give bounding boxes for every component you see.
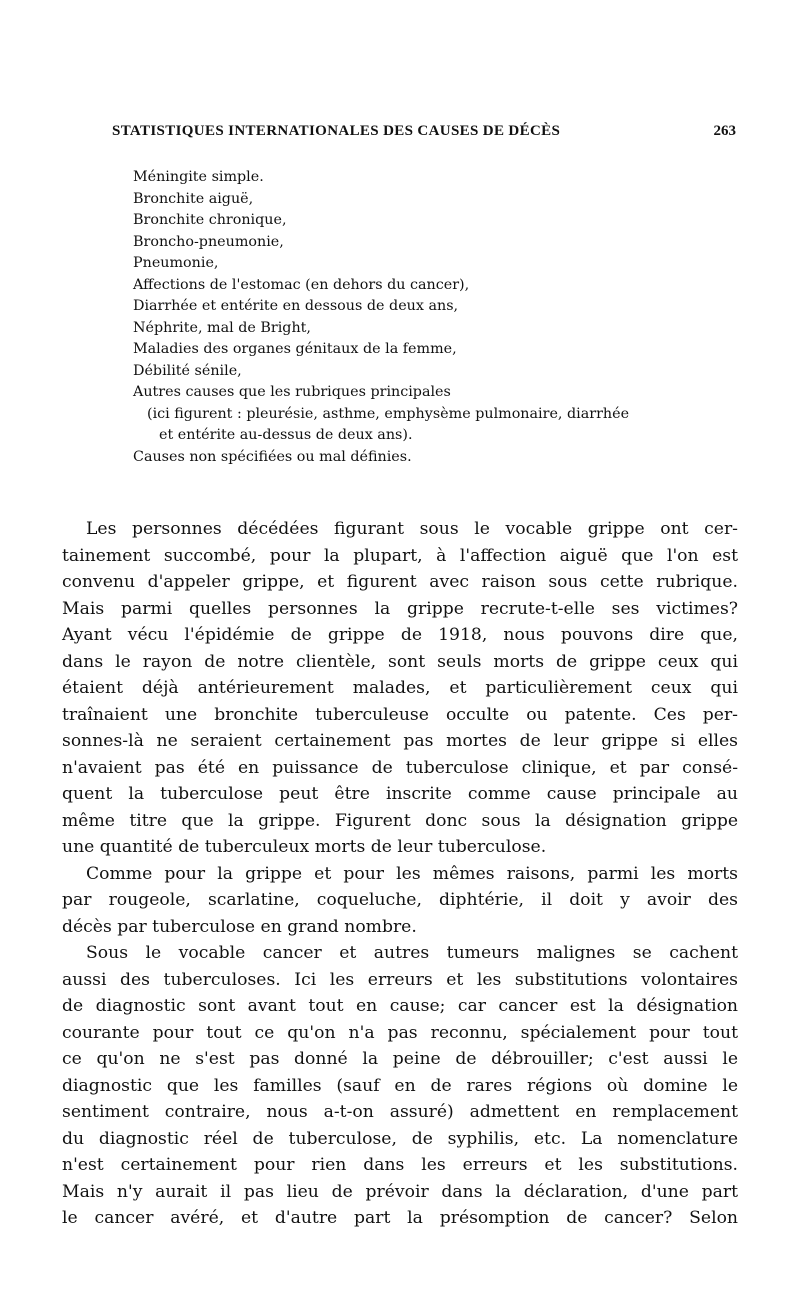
cause-list-item-continuation: (ici figurent : pleurésie, asthme, emphysème pulmonaire, diarrhée (147, 405, 630, 422)
paragraph-line: sonnes-là ne seraient certainement pas mortes de leur grippe si elles (62, 731, 738, 751)
cause-list-item-continuation: et entérite au-dessus de deux ans). (159, 427, 413, 443)
paragraph-line: aussi des tuberculoses. Ici les erreurs et les substitutions volontaires (62, 969, 738, 990)
paragraph-line: quent la tuberculose peut être inscrite comme cause principale au (62, 784, 738, 804)
paragraph-line: de diagnostic sont avant tout en cause; car cancer est la désignation (62, 996, 738, 1016)
cause-list-item: Causes non spécifiées ou mal définies. (133, 448, 412, 465)
cause-list (133, 167, 743, 468)
paragraph-line: Les personnes décédées figurant sous le vocable grippe ont cer- (86, 519, 738, 539)
paragraph-line: Mais n'y aurait il pas lieu de prévoir dans la déclaration, d'une part (62, 1181, 738, 1202)
paragraph-line: traînaient une bronchite tuberculeuse occulte ou patente. Ces per- (62, 704, 738, 725)
paragraph-line: diagnostic que les familles (sauf en de rares régions où domine le (62, 1075, 738, 1096)
paragraph-line: étaient déjà antérieurement malades, et particulièrement ceux qui (62, 678, 738, 698)
paragraph-line: par rougeole, scarlatine, coqueluche, diphtérie, il doit y avoir des (62, 890, 738, 910)
paragraph-line: Mais parmi quelles personnes la grippe recrute-t-elle ses victimes? (62, 598, 738, 619)
body-text (62, 516, 738, 1232)
paragraph-line: tainement succombé, pour la plupart, à l'affection aiguë que l'on est (62, 545, 738, 566)
paragraph-line: une quantité de tuberculeux morts de leur tuberculose. (62, 837, 547, 857)
paragraph-line: n'est certainement pour rien dans les erreurs et les substitutions. (62, 1155, 738, 1175)
paragraph-line: décès par tuberculose en grand nombre. (62, 916, 417, 937)
paragraph-line: Ayant vécu l'épidémie de grippe de 1918, nous pouvons dire que, (62, 625, 738, 645)
cause-list-item: Méningite simple. (133, 169, 264, 185)
paragraph-line: le cancer avéré, et d'autre part la présomption de cancer? Selon (62, 1208, 738, 1228)
running-head (112, 123, 736, 145)
paragraph (62, 940, 738, 1232)
cause-list-item: Néphrite, mal de Bright, (133, 319, 311, 336)
paragraph-line: convenu d'appeler grippe, et figurent avec raison sous cette rubrique. (62, 572, 738, 592)
cause-list-item: Pneumonie, (133, 255, 219, 271)
paragraph-line: Comme pour la grippe et pour les mêmes raisons, parmi les morts (86, 863, 738, 884)
cause-list-item: Diarrhée et entérite en dessous de deux ans, (133, 298, 459, 314)
paragraph-line: du diagnostic réel de tuberculose, de syphilis, etc. La nomenclature (62, 1128, 738, 1149)
cause-list-item: Bronchite chronique, (133, 212, 287, 228)
running-title: STATISTIQUES INTERNATIONALES DES CAUSES DE DÉCÈS (112, 123, 561, 139)
cause-list-item: Bronchite aiguë, (133, 190, 254, 207)
paragraph-line: dans le rayon de notre clientèle, sont seuls morts de grippe ceux qui (62, 651, 738, 672)
paragraph-line: n'avaient pas été en puissance de tuberculose clinique, et par consé- (62, 757, 738, 778)
paragraph (62, 516, 738, 861)
paragraph-line: sentiment contraire, nous a-t-on assuré) admettent en remplacement (62, 1102, 738, 1122)
paragraph-line: Sous le vocable cancer et autres tumeurs malignes se cachent (86, 943, 738, 963)
cause-list-item: Maladies des organes génitaux de la femme, (133, 341, 457, 357)
page-number: 263 (713, 123, 736, 139)
cause-list-item: Débilité sénile, (133, 362, 242, 379)
cause-list-item: Broncho-pneumonie, (133, 233, 284, 250)
paragraph-line: courante pour tout ce qu'on n'a pas reconnu, spécialement pour tout (62, 1022, 738, 1043)
paragraph (62, 861, 738, 941)
paragraph-line: ce qu'on ne s'est pas donné la peine de débrouiller; c'est aussi le (62, 1049, 738, 1069)
cause-list-item: Affections de l'estomac (en dehors du cancer), (133, 276, 470, 293)
cause-list-item: Autres causes que les rubriques principales (133, 384, 451, 400)
paragraph-line: même titre que la grippe. Figurent donc sous la désignation grippe (62, 810, 738, 831)
